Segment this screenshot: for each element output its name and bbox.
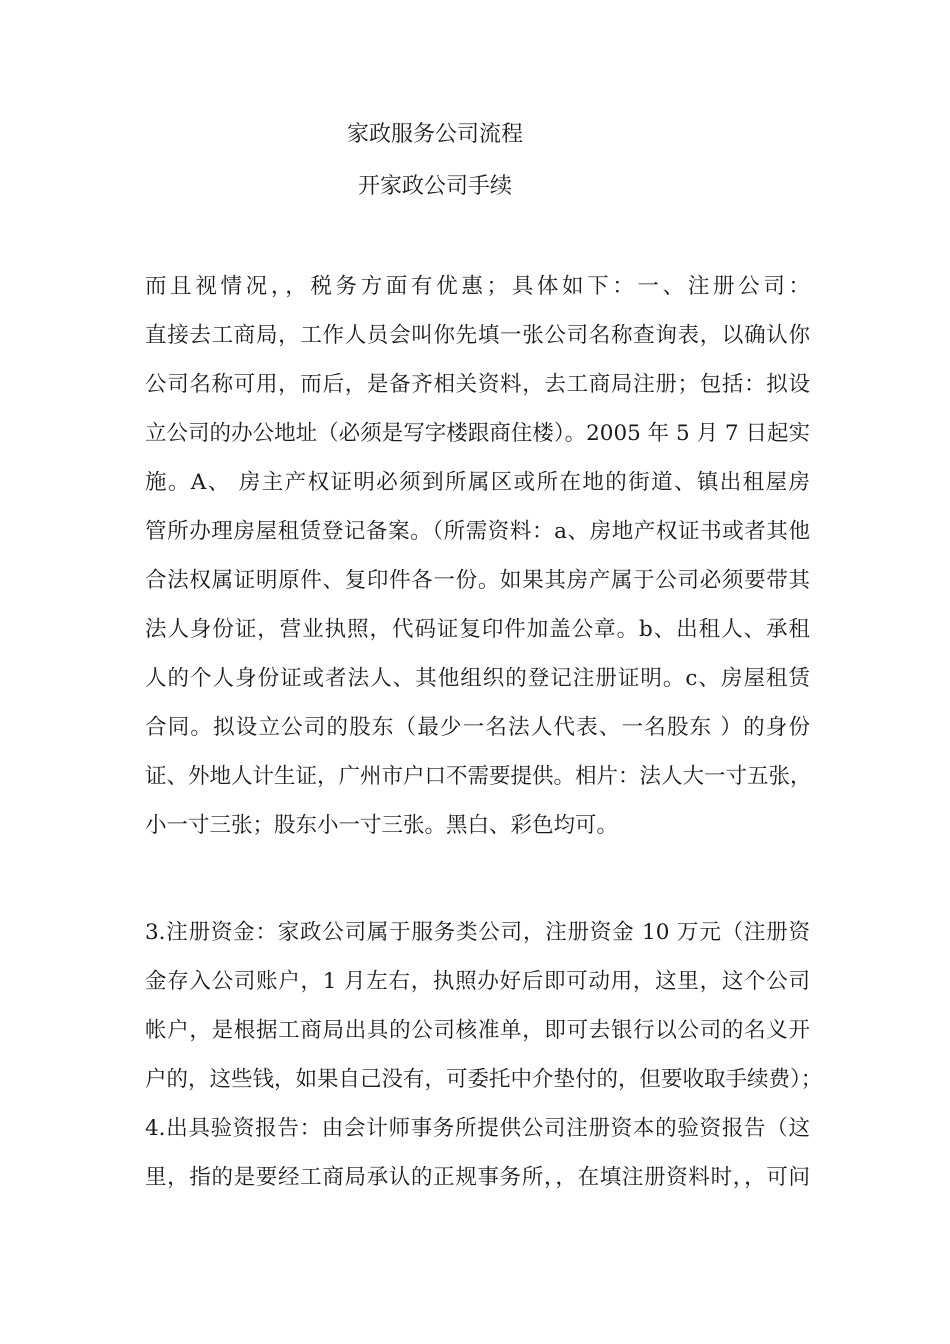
- text-line: 户的，这些钱，如果自己没有，可委托中介垫付的，但要收取手续费）；: [145, 1067, 823, 1092]
- text-line: 公司名称可用，而后，是备齐相关资料，去工商局注册；包括：拟设: [145, 372, 810, 397]
- text-line: 立公司的办公地址（必须是写字楼跟商住楼）。2005 年 5 月 7 日起实: [145, 421, 810, 446]
- section-capital-and-audit: [145, 908, 823, 1202]
- text-line: 合法权属证明原件、复印件各一份。如果其房产属于公司必须要带其: [145, 568, 810, 593]
- text-line: 合同。拟设立公司的股东（最少一名法人代表、一名股东 ）的身份: [145, 715, 810, 740]
- text-line: 而且视情况，，税务方面有优惠；具体如下：一、注册公司：: [145, 274, 810, 299]
- text-line: 施。A、 房主产权证明必须到所属区或所在地的街道、镇出租屋房: [145, 470, 810, 495]
- document-subtitle: 开家政公司手续: [357, 174, 512, 199]
- text-line: 3.注册资金：家政公司属于服务类公司，注册资金 10 万元（注册资: [145, 920, 810, 945]
- text-line: 里，指的是要经工商局承认的正规事务所，，在填注册资料时，，可问: [145, 1165, 810, 1190]
- text-line: 金存入公司账户，1 月左右，执照办好后即可动用，这里，这个公司: [145, 969, 810, 994]
- text-line: 管所办理房屋租赁登记备案。（所需资料：a、房地产权证书或者其他: [145, 519, 810, 544]
- section-company-registration: [145, 262, 810, 850]
- text-line: 法人身份证，营业执照，代码证复印件加盖公章。b、出租人、承租: [145, 617, 810, 642]
- text-line: 4.出具验资报告：由会计师事务所提供公司注册资本的验资报告（这: [145, 1116, 810, 1141]
- document-title: 家政服务公司流程: [346, 122, 523, 147]
- text-line: 帐户，是根据工商局出具的公司核准单，即可去银行以公司的名义开: [145, 1018, 810, 1043]
- text-line: 人的个人身份证或者法人、其他组织的登记注册证明。c、房屋租赁: [145, 666, 810, 691]
- text-line: 证、外地人计生证，广州市户口不需要提供。相片：法人大一寸五张，: [145, 764, 812, 789]
- text-line: 小一寸三张；股东小一寸三张。黑白、彩色均可。: [145, 813, 619, 838]
- text-line: 直接去工商局，工作人员会叫你先填一张公司名称查询表，以确认你: [145, 323, 810, 348]
